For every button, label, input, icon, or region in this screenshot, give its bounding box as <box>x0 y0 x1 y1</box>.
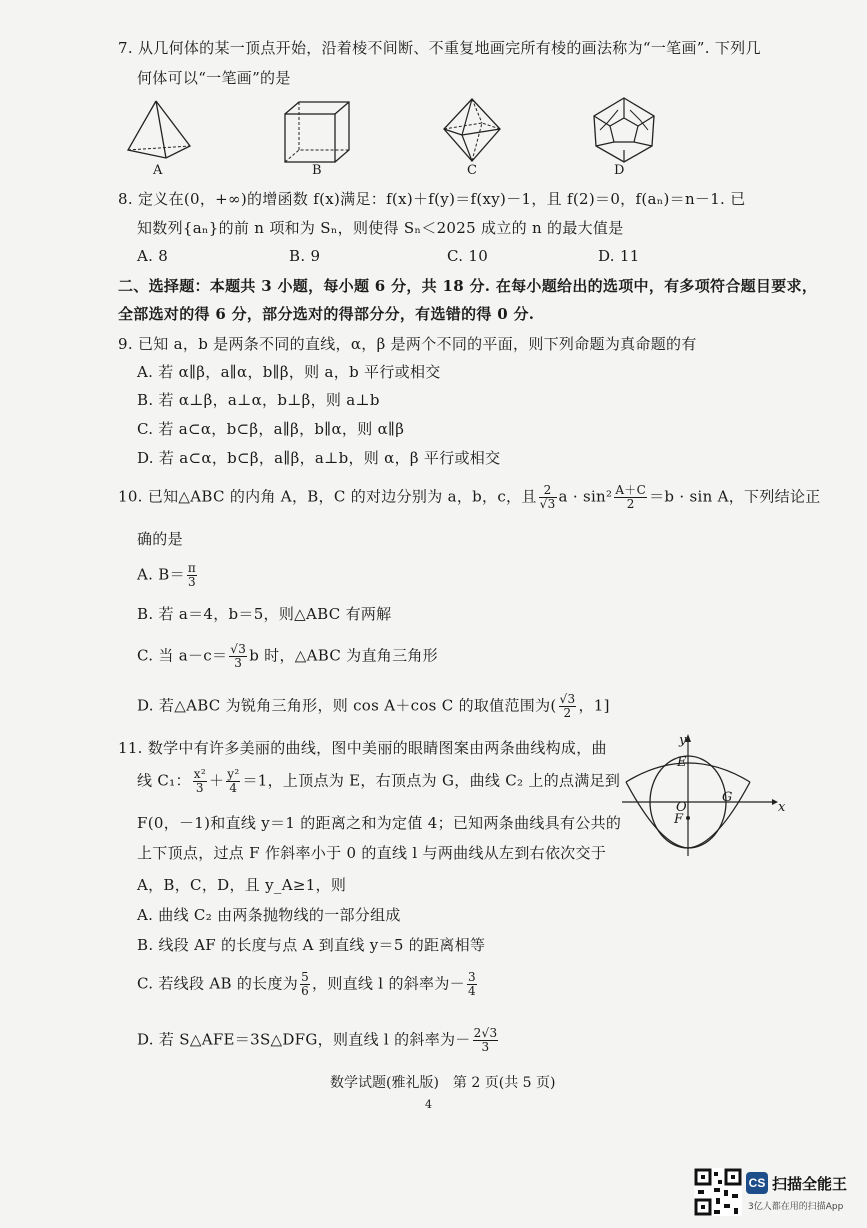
fraction-numerator: √3 <box>559 692 576 706</box>
point-label-e: E <box>677 755 687 770</box>
fraction-denominator: 4 <box>467 984 476 998</box>
fraction-numerator: 2 <box>539 484 557 498</box>
fig-label-d: D <box>614 163 625 178</box>
fraction-denominator: 3 <box>481 1040 490 1054</box>
fraction <box>300 971 310 998</box>
q11-stem-line5: A，B，C，D，且 y_A≥1，则 <box>137 876 347 894</box>
q10-stem-line1 <box>118 484 821 511</box>
q8-stem-line2: 知数列{aₙ}的前 n 项和为 Sₙ，则使得 Sₙ＜2025 成立的 n 的最大值是 <box>137 219 624 237</box>
fraction <box>187 562 197 589</box>
fraction-denominator: 2 <box>626 497 635 511</box>
q10-stem-line2: 确的是 <box>137 530 183 548</box>
fig-label-b: B <box>312 163 322 178</box>
page-footer: 数学试题(雅礼版) 第 2 页(共 5 页) <box>330 1075 556 1091</box>
point-label-g: G <box>722 790 733 805</box>
fraction <box>467 971 477 998</box>
octahedron-figure <box>440 97 504 163</box>
tetrahedron-figure <box>126 98 194 162</box>
fraction <box>539 484 557 511</box>
fraction-denominator: 3 <box>234 656 243 670</box>
fraction-numerator: x² <box>193 767 206 781</box>
option-text: b 时，△ABC 为直角三角形 <box>249 646 438 665</box>
fraction-numerator: π <box>187 561 197 575</box>
q11-stem-line3: F(0，－1)和直线 y＝1 的距离之和为定值 4；已知两条曲线具有公共的 <box>137 814 622 832</box>
q9-option-b: B. 若 α⊥β，a⊥α，b⊥β，则 a⊥b <box>137 391 380 409</box>
q11-option-d <box>137 1027 500 1054</box>
fig-label-a: A <box>153 163 163 178</box>
scanner-brand: 扫描全能王 <box>772 1175 848 1193</box>
q9-option-c: C. 若 a⊂α，b⊂β，a∥β，b∥α，则 α∥β <box>137 420 405 438</box>
q10-option-d <box>137 693 610 720</box>
q7-stem-line2: 何体可以“一笔画”的是 <box>137 69 291 87</box>
q11-stem-line2 <box>137 768 620 795</box>
fraction-denominator: 6 <box>301 984 310 998</box>
qr-code-icon <box>694 1168 742 1216</box>
fraction-denominator: 2 <box>563 706 572 720</box>
option-text: C. 若线段 AB 的长度为 <box>137 974 299 993</box>
page-mark: 4 <box>425 1098 432 1111</box>
point-label-o: O <box>676 800 687 815</box>
fraction-denominator: 3 <box>195 781 204 795</box>
q9-stem: 9. 已知 a，b 是两条不同的直线，α，β 是两个不同的平面，则下列命题为真命题的有 <box>118 335 697 353</box>
fraction <box>226 768 240 795</box>
fraction <box>473 1027 499 1054</box>
q11-option-c <box>137 971 479 998</box>
fraction-numerator: y² <box>227 767 240 781</box>
section-heading-line1: 二、选择题：本题共 3 小题，每小题 6 分，共 18 分. 在每小题给出的选项中，有多项符合题目要求， <box>118 277 818 295</box>
option-text: ，1] <box>578 696 610 715</box>
cs-logo-badge: CS <box>746 1172 768 1194</box>
fig-label-c: C <box>467 163 477 178</box>
q11-stem-line1: 11. 数学中有许多美丽的曲线，图中美丽的眼睛图案由两条曲线构成，曲 <box>118 739 607 757</box>
fraction-numerator: A＋C <box>615 483 647 497</box>
fraction <box>614 484 647 511</box>
eye-curve-figure <box>620 730 780 860</box>
option-text: A. B＝ <box>137 565 185 584</box>
fraction <box>193 768 207 795</box>
option-text: ，则直线 l 的斜率为－ <box>312 974 465 993</box>
q10-stem-pre: 10. 已知△ABC 的内角 A，B，C 的对边分别为 a，b，c，且 <box>118 487 537 506</box>
scanner-slogan: 3亿人都在用的扫描App <box>748 1202 844 1212</box>
fraction <box>559 693 577 720</box>
point-label-f: F <box>674 812 684 827</box>
q8-option-d: D. 11 <box>598 247 640 265</box>
stem-text: ＋ <box>208 771 225 790</box>
option-text: D. 若 S△AFE＝3S△DFG，则直线 l 的斜率为－ <box>137 1030 471 1049</box>
option-text: D. 若△ABC 为锐角三角形，则 cos A＋cos C 的取值范围为( <box>137 696 557 715</box>
option-text: C. 当 a－c＝ <box>137 646 228 665</box>
fraction-numerator: 3 <box>467 970 476 984</box>
fraction <box>229 643 247 670</box>
q10-option-b: B. 若 a＝4，b＝5，则△ABC 有两解 <box>137 605 392 623</box>
fraction-numerator: √3 <box>230 642 247 656</box>
q7-stem-line1: 7. 从几何体的某一顶点开始，沿着棱不间断、不重复地画完所有棱的画法称为“一笔画”. 下列几 <box>118 39 761 57</box>
q10-stem-post: ＝b · sin A，下列结论正 <box>649 487 821 506</box>
fraction-denominator: 4 <box>229 781 238 795</box>
fraction-denominator: √3 <box>539 497 556 511</box>
q10-stem-mid: a · sin² <box>558 487 613 506</box>
q8-stem-line1: 8. 定义在(0，+∞)的增函数 f(x)满足：f(x)＋f(y)＝f(xy)－1，且 f(2)＝0，f(aₙ)＝n－1. 已 <box>118 190 746 208</box>
axis-label-x: x <box>778 800 786 815</box>
fraction-numerator: 5 <box>301 970 310 984</box>
fraction-denominator: 3 <box>188 575 196 589</box>
dodecahedron-figure <box>588 96 660 164</box>
section-heading-line2: 全部选对的得 6 分，部分选对的得部分分，有选错的得 0 分. <box>118 305 535 323</box>
q9-option-a: A. 若 α∥β，a∥α，b∥β，则 a，b 平行或相交 <box>137 363 441 381</box>
q10-option-c <box>137 643 438 670</box>
q10-option-a <box>137 562 199 589</box>
q9-option-d: D. 若 a⊂α，b⊂β，a∥β，a⊥b，则 α，β 平行或相交 <box>137 449 501 467</box>
fraction-numerator: 2√3 <box>473 1026 498 1040</box>
q8-option-b: B. 9 <box>289 247 321 265</box>
q11-option-b: B. 线段 AF 的长度与点 A 到直线 y＝5 的距离相等 <box>137 936 486 954</box>
q8-option-a: A. 8 <box>137 247 169 265</box>
q11-stem-line4: 上下顶点，过点 F 作斜率小于 0 的直线 l 与两曲线从左到右依次交于 <box>137 844 607 862</box>
stem-text: ＝1，上顶点为 E，右顶点为 G，曲线 C₂ 上的点满足到 <box>242 771 621 790</box>
stem-text: 线 C₁： <box>137 771 191 790</box>
axis-label-y: y <box>679 733 687 748</box>
q8-option-c: C. 10 <box>447 247 489 265</box>
q11-option-a: A. 曲线 C₂ 由两条抛物线的一部分组成 <box>137 906 401 924</box>
cube-figure <box>283 100 353 164</box>
